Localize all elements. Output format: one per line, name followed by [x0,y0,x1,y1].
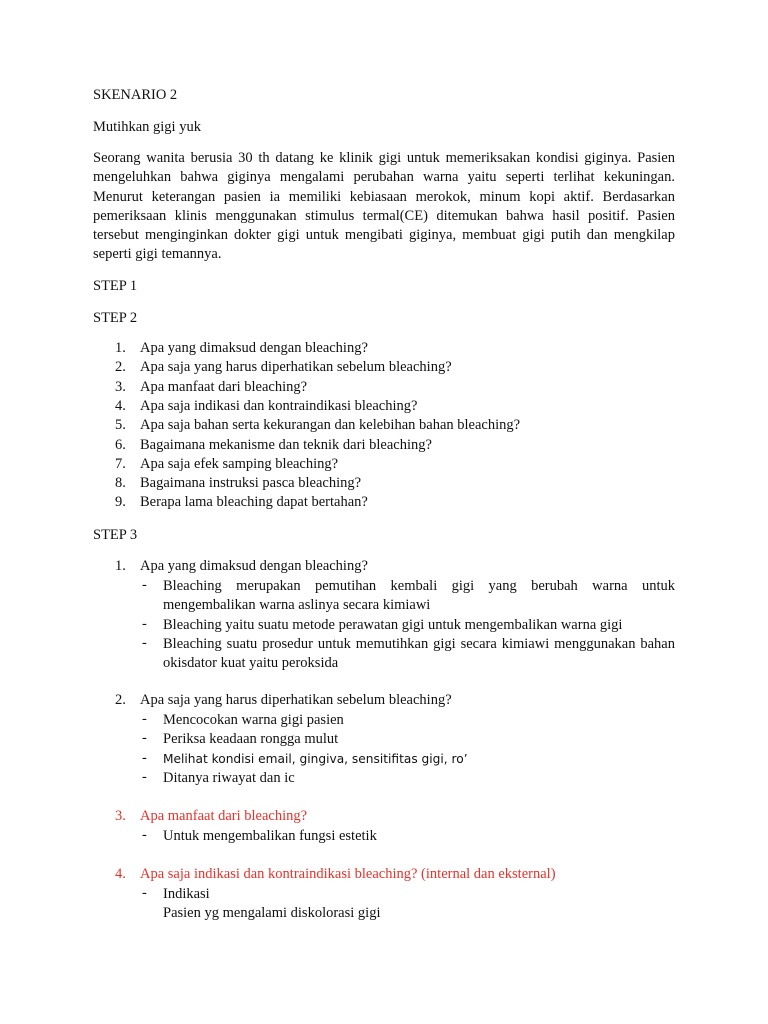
bullet-dash: - [142,634,147,651]
answer-text: Bleaching yaitu suatu metode perawatan gigi untuk mengembalikan warna gigi [163,616,623,633]
document-title: SKENARIO 2 [93,87,178,103]
step1-heading: STEP 1 [93,278,138,294]
answer-text: Pasien yg mengalami diskolorasi gigi [163,905,381,922]
scenario-paragraph: Seorang wanita berusia 30 th datang ke klinik gigi untuk memeriksakan kondisi giginya. Pasien mengeluhkan bahwa giginya mengalami perubahan warna yaitu seperti terlihat kekuningan. Menurut keterangan pasien ia memiliki kebiasaan merokok, minum kopi aktif. Berdasarkan pemeriksaan klinis menggunakan stimulus termal(CE) ditemukan bahwa hasil positif. Pasien tersebut menginginkan dokter gigi untuk mengibati giginya, membuat gigi putih dan mengkilap seperti gigi temannya. [93,150,675,263]
list-number: 3. [115,808,126,824]
step2-heading: STEP 2 [93,310,138,326]
question-text: Apa manfaat dari bleaching? [140,808,308,824]
question-text: Bagaimana instruksi pasca bleaching? [140,475,362,492]
list-number: 1. [115,558,126,574]
answer-text: Ditanya riwayat dan ic [163,769,295,786]
list-number: 2. [115,692,126,708]
bullet-dash: - [142,885,147,902]
question-text: Apa yang dimaksud dengan bleaching? [140,340,368,356]
list-number: 4. [115,866,126,882]
answer-text: Untuk mengembalikan fungsi estetik [163,828,377,845]
answer-text: Bleaching merupakan pemutihan kembali gigi yang berubah warna untuk mengembalikan warna aslinya secara kimiawi [163,578,675,614]
question-text: Apa manfaat dari bleaching? [140,378,308,395]
question-text: Apa saja yang harus diperhatikan sebelum bleaching? [140,359,452,376]
bullet-dash: - [142,577,147,594]
bullet-dash: - [142,615,147,632]
list-number: 2. [115,359,126,376]
list-number: 8. [115,475,126,492]
bullet-dash: - [142,827,147,844]
answer-text: Periksa keadaan rongga mulut [163,731,339,748]
question-text: Apa saja efek samping bleaching? [140,455,339,472]
step3-heading: STEP 3 [93,527,138,543]
scenario-subtitle: Mutihkan gigi yuk [93,119,201,135]
question-text: Apa saja bahan serta kekurangan dan kelebihan bahan bleaching? [140,417,521,434]
answer-text: Bleaching suatu prosedur untuk memutihkan gigi secara kimiawi menggunakan bahan okisdator kuat yaitu peroksida [163,635,675,671]
answer-text: Indikasi [163,886,210,903]
list-number: 5. [115,417,126,434]
answer-text: Mencocokan warna gigi pasien [163,712,344,729]
list-number: 9. [115,494,126,511]
question-text: Apa saja indikasi dan kontraindikasi bleaching? (internal dan eksternal) [140,866,556,882]
bullet-dash: - [142,711,147,728]
question-text: Bagaimana mekanisme dan teknik dari bleaching? [140,436,432,453]
list-number: 6. [115,436,126,453]
question-text: Berapa lama bleaching dapat bertahan? [140,494,368,511]
question-text: Apa saja indikasi dan kontraindikasi bleaching? [140,397,418,414]
bullet-dash: - [142,768,147,785]
question-text: Apa saja yang harus diperhatikan sebelum bleaching? [140,692,452,708]
answer-text: Melihat kondisi email, gingiva, sensitifitas gigi, ro’ [163,751,468,766]
list-number: 7. [115,455,126,472]
list-number: 1. [115,340,126,356]
bullet-dash: - [142,749,147,766]
bullet-dash: - [142,730,147,747]
question-text: Apa yang dimaksud dengan bleaching? [140,558,368,574]
list-number: 4. [115,397,126,414]
list-number: 3. [115,378,126,395]
